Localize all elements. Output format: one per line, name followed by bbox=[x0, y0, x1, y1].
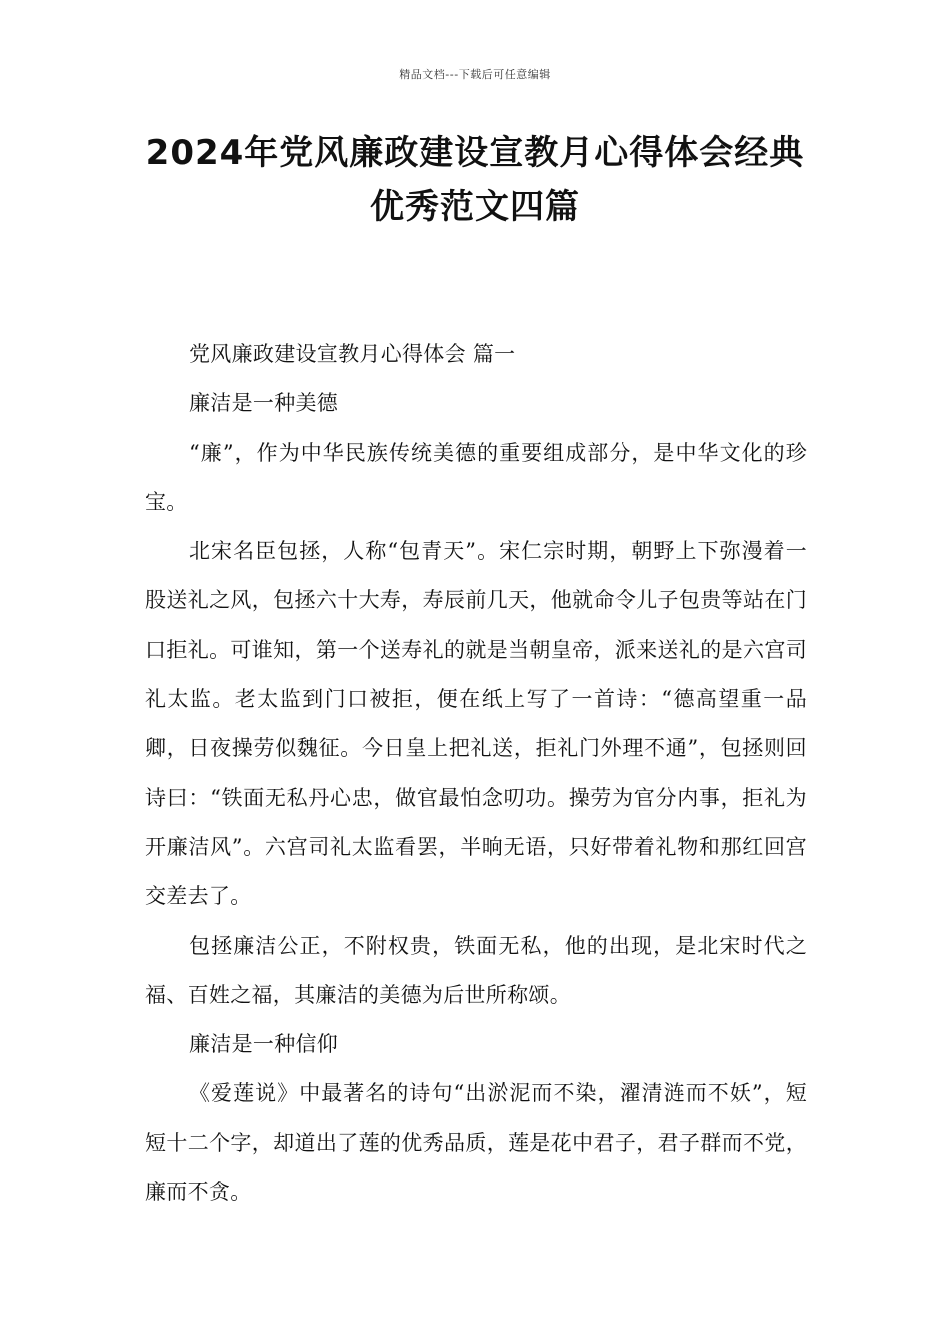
document-body bbox=[145, 330, 807, 1217]
subheading: 廉洁是一种美德 bbox=[189, 391, 339, 416]
document-title: 2024年党风廉政建设宣教月心得体会经典优秀范文四篇 bbox=[145, 133, 805, 227]
paragraph: 北宋名臣包拯，人称“包青天”。宋仁宗时期，朝野上下弥漫着一股送礼之风，包拯六十大寿，寿辰前几天，他就命令儿子包贵等站在门口拒礼。可谁知，第一个送寿礼的就是当朝皇帝，派来送礼的是六宫司礼太监。老太监到门口被拒，便在纸上写了一首诗：“德高望重一品卿，日夜操劳似魏征。今日皇上把礼送，拒礼门外理不通”，包拯则回诗曰：“铁面无私丹心忠，做官最怕念叨功。操劳为官分内事，拒礼为开廉洁风”。六宫司礼太监看罢，半晌无语，只好带着礼物和那红回宫交差去了。 bbox=[145, 539, 807, 909]
paragraph: 包拯廉洁公正，不附权贵，铁面无私，他的出现，是北宋时代之福、百姓之福，其廉洁的美德为后世所称颂。 bbox=[145, 933, 807, 1007]
paragraph: 《爱莲说》中最著名的诗句“出淤泥而不染，濯清涟而不妖”，短短十二个字，却道出了莲的优秀品质，莲是花中君子，君子群而不党，廉而不贪。 bbox=[145, 1081, 807, 1205]
paragraph: “廉”，作为中华民族传统美德的重要组成部分，是中华文化的珍宝。 bbox=[145, 440, 807, 514]
subheading: 廉洁是一种信仰 bbox=[189, 1032, 339, 1057]
header-note: 精品文档---下载后可任意编辑 bbox=[399, 68, 551, 81]
section-heading: 党风廉政建设宣教月心得体会 篇一 bbox=[189, 342, 516, 366]
